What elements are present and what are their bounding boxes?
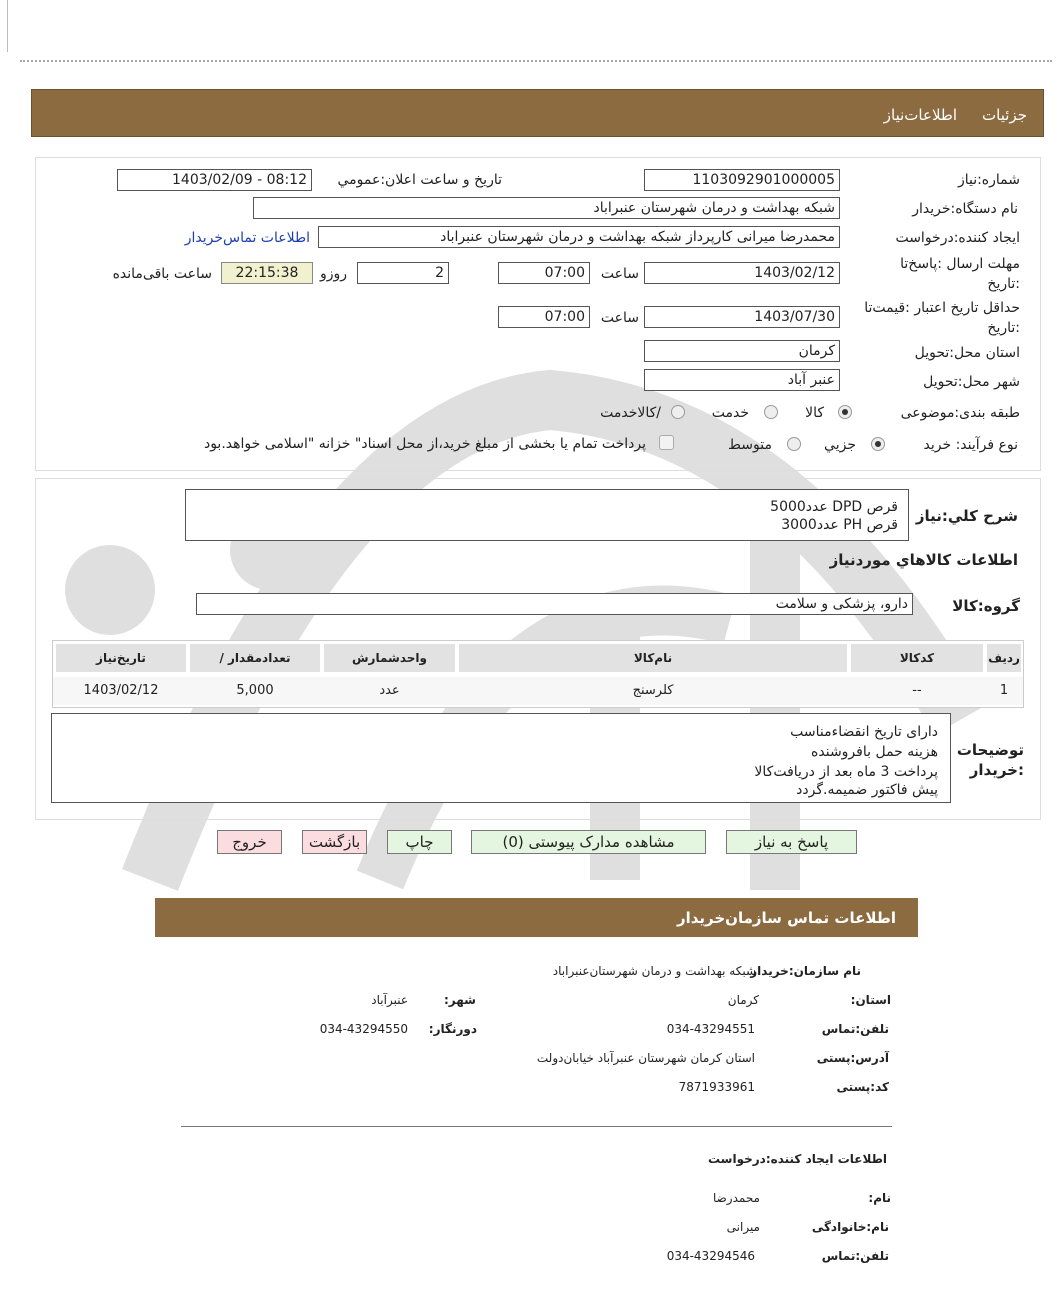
header-details-tab[interactable]: جزئیات xyxy=(982,106,1027,124)
contact-city-value: عنبرآباد xyxy=(371,993,408,1007)
notes-line-4: پیش فاکتور ضمیمه.گردد xyxy=(796,782,938,798)
table-header-date: تاریخ‌نیاز xyxy=(56,644,186,672)
table-header-code: کدکالا xyxy=(851,644,983,672)
delivery-city-label: شهر محل:تحویل xyxy=(923,374,1020,390)
exit-button[interactable]: خروج xyxy=(217,830,282,854)
contact-section-header xyxy=(155,898,918,937)
header-title: اطلاعات‌نیاز xyxy=(883,106,957,124)
table-cell-quantity: 5,000 xyxy=(236,683,274,698)
delivery-province-field: کرمان xyxy=(644,340,840,362)
price-validity-time: 07:00 xyxy=(498,306,590,328)
buyer-notes-box xyxy=(51,713,951,803)
contact-org-value: شبکه بهداشت و درمان شهرستان‌عنبراباد xyxy=(552,964,756,978)
goods-group-field: دارو، پزشکی و سلامت xyxy=(196,593,913,615)
creator-label: ایجاد کننده:درخواست xyxy=(895,230,1020,246)
table-header-unit: واحدشمارش xyxy=(324,644,455,672)
need-number-label: شماره:نیاز xyxy=(957,172,1020,188)
category-label: طبقه بندی:موضوعی xyxy=(900,405,1020,421)
reply-deadline-date: 1403/02/12 xyxy=(644,262,840,284)
summary-line-2: قرص PH عدد3000 xyxy=(781,517,898,533)
table-cell-name: کلرسنج xyxy=(632,683,674,698)
requester-name-label: نام: xyxy=(868,1191,891,1205)
buyer-org-field: شبکه بهداشت و درمان شهرستان عنبراباد xyxy=(253,197,840,219)
remaining-label: ساعت باقی‌مانده xyxy=(112,266,212,282)
contact-province-label: استان: xyxy=(850,993,891,1007)
reply-time-label: ساعت xyxy=(600,266,639,282)
buyer-notes-label-2: :خریدار xyxy=(969,761,1024,779)
contact-province-value: کرمان xyxy=(727,993,759,1007)
process-radio-minor[interactable] xyxy=(871,437,885,451)
creator-field: محمدرضا میرانی کارپرداز شبکه بهداشت و درمان شهرستان عنبراباد xyxy=(318,226,840,248)
notes-line-3: پرداخت 3 ماه بعد از دریافت‌کالا xyxy=(754,764,938,780)
contact-org-label: نام سازمان:خریدار xyxy=(750,964,861,978)
page-header xyxy=(31,89,1044,137)
buyer-notes-label: توضیحات xyxy=(956,741,1024,759)
process-minor-label: جزیي xyxy=(824,437,856,453)
announce-date-field: 1403/02/09 - 08:12 xyxy=(117,169,312,191)
table-cell-date: 1403/02/12 xyxy=(83,683,159,698)
contact-fax-value: 034-43294550 xyxy=(319,1022,408,1036)
table-header-row-number: ردیف xyxy=(987,644,1021,672)
delivery-province-label: استان محل:تحویل xyxy=(914,345,1020,361)
process-radio-medium[interactable] xyxy=(787,437,801,451)
category-radio-goods[interactable] xyxy=(838,405,852,419)
price-validity-label-2: :تاریخ xyxy=(987,320,1020,336)
price-validity-label: حداقل تاریخ اعتبار :قیمت‌تا xyxy=(864,300,1020,316)
announce-date-label: تاریخ و ساعت اعلان:عمومي xyxy=(337,172,502,188)
notes-line-2: هزینه حمل بافروشنده xyxy=(811,744,938,760)
goods-table xyxy=(52,640,1024,708)
need-summary-box xyxy=(185,489,909,541)
reply-deadline-time: 07:00 xyxy=(498,262,590,284)
need-number-field: 1103092901000005 xyxy=(644,169,840,191)
table-header-name: نام‌کالا xyxy=(459,644,847,672)
frame-left-line xyxy=(7,0,8,52)
notes-line-1: دارای تاریخ انقضاءمناسب xyxy=(790,724,938,740)
reply-to-need-button[interactable]: پاسخ به نیاز xyxy=(726,830,857,854)
goods-group-label: گروه:کالا xyxy=(952,597,1020,615)
days-remaining-field: 2 xyxy=(357,262,449,284)
requester-family-label: نام:خانوادگی xyxy=(811,1220,889,1234)
back-button[interactable]: بازگشت xyxy=(302,830,367,854)
contact-phone-value: 034-43294551 xyxy=(666,1022,755,1036)
contact-divider xyxy=(181,1126,892,1127)
category-radio-service[interactable] xyxy=(764,405,778,419)
contact-section-title: اطلاعات تماس سازمان‌خریدار xyxy=(676,909,896,927)
table-cell-code: -- xyxy=(912,683,922,698)
dotted-separator xyxy=(20,60,1052,62)
requester-family-value: میرانی xyxy=(726,1220,760,1234)
category-goods-service-label: /کالاخدمت xyxy=(600,405,661,421)
table-row xyxy=(53,677,1023,705)
contact-address-value: استان کرمان شهرستان عنبرآباد خیابان‌دولت xyxy=(536,1051,755,1065)
reply-deadline-label: مهلت ارسال :پاسخ‌تا xyxy=(900,256,1020,272)
contact-postal-value: 7871933961 xyxy=(678,1080,755,1094)
buyer-contact-link[interactable]: اطلاعات تماس‌خریدار xyxy=(184,230,310,246)
validity-time-label: ساعت xyxy=(600,310,639,326)
countdown-timer: 22:15:38 xyxy=(221,262,313,284)
requester-phone-value: 034-43294546 xyxy=(666,1249,755,1263)
category-service-label: خدمت xyxy=(711,405,749,421)
view-attachments-button[interactable]: مشاهده مدارک پیوستی (0) xyxy=(471,830,706,854)
need-summary-label: شرح کلي:نیاز xyxy=(915,507,1018,525)
requester-section-title: اطلاعات ایجاد کننده:درخواست xyxy=(707,1152,887,1166)
table-header-quantity: / تعدادمقدار xyxy=(190,644,320,672)
process-type-label: نوع فرآیند: خرید xyxy=(923,437,1018,453)
print-button[interactable]: چاپ xyxy=(387,830,452,854)
buyer-org-label: نام دستگاه:خریدار xyxy=(912,201,1018,217)
reply-deadline-label-2: :تاریخ xyxy=(987,276,1020,292)
summary-line-1: قرص DPD عدد5000 xyxy=(770,499,898,515)
table-cell-row-number: 1 xyxy=(999,683,1009,698)
contact-postal-label: کد:پستی xyxy=(836,1080,889,1094)
treasury-payment-text: پرداخت تمام یا بخشی از مبلغ خرید،از محل اسناد" خزانه "اسلامی خواهد.بود xyxy=(203,436,646,452)
requester-name-value: محمدرضا xyxy=(712,1191,760,1205)
price-validity-date: 1403/07/30 xyxy=(644,306,840,328)
contact-fax-label: دورنگار: xyxy=(428,1022,477,1036)
requester-phone-label: تلفن:تماس xyxy=(821,1249,889,1263)
table-cell-unit: عدد xyxy=(379,683,400,698)
days-label: روزو xyxy=(319,266,347,282)
contact-address-label: آدرس:پستی xyxy=(816,1051,889,1065)
contact-phone-label: تلفن:تماس xyxy=(821,1022,889,1036)
category-radio-goods-service[interactable] xyxy=(671,405,685,419)
contact-city-label: شهر: xyxy=(444,993,476,1007)
goods-info-title: اطلاعات کالاهاي موردنیاز xyxy=(829,551,1018,569)
process-medium-label: متوسط xyxy=(728,437,772,453)
treasury-payment-checkbox[interactable] xyxy=(659,435,674,450)
delivery-city-field: عنبر آباد xyxy=(644,369,840,391)
category-goods-label: کالا xyxy=(805,405,824,421)
